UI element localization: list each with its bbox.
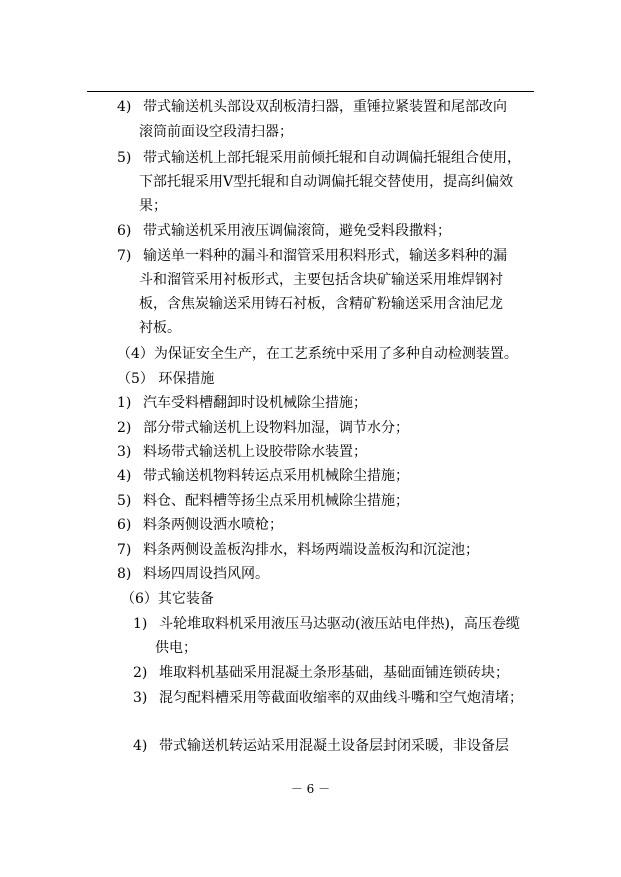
list-item: 2) 堆取料机基础采用混凝土条形基础，基础面铺连锁砖块； — [133, 665, 509, 681]
list-item-continuation: 板，含焦炭输送采用铸石衬板，含精矿粉输送采用含油尼龙 — [139, 296, 503, 312]
list-item: 6) 带式输送机采用液压调偏滚筒，避免受料段撒料； — [117, 223, 451, 239]
list-item-continuation: 下部托辊采用V型托辊和自动调偏托辊交替使用，提高纠偏效 — [139, 174, 514, 190]
list-item: 6) 料条两侧设洒水喷枪； — [117, 517, 283, 533]
list-item: 8) 料场四周设挡风网。 — [117, 566, 269, 582]
list-item: 1) 斗轮堆取料机采用液压马达驱动(液压站电伴热)，高压卷缆 — [133, 616, 520, 632]
list-item-continuation: 衬板。 — [139, 320, 181, 336]
list-item: 4) 带式输送机物料转运点采用机械除尘措施； — [117, 468, 409, 484]
list-item: 1) 汽车受料槽翻卸时设机械除尘措施； — [117, 395, 367, 411]
list-item: 3) 混匀配料槽采用等截面收缩率的双曲线斗嘴和空气炮清堵； — [133, 690, 523, 706]
list-item: 2) 部分带式输送机上设物料加湿，调节水分； — [117, 420, 409, 436]
list-item: 3) 料场带式输送机上设胶带除水装置； — [117, 444, 367, 460]
section-5-heading: （5） 环保措施 — [117, 371, 215, 387]
list-item: 5) 带式输送机上部托辊采用前倾托辊和自动调偏托辊组合使用， — [117, 150, 521, 166]
list-item: 4) 带式输送机头部设双刮板清扫器，重锤拉紧装置和尾部改向 — [117, 99, 507, 115]
list-item-continuation: 果； — [139, 198, 167, 214]
list-item: 7) 料条两侧设盖板沟排水，料场两端设盖板沟和沉淀池； — [117, 542, 479, 558]
page-number: － 6 － — [290, 782, 331, 796]
list-item-continuation: 斗和溜管采用衬板形式，主要包括含块矿输送采用堆焊钢衬 — [139, 272, 503, 288]
list-item: 7) 输送单一料种的漏斗和溜管采用积料形式，输送多料种的漏 — [117, 248, 507, 264]
list-item: 4) 带式输送机转运站采用混凝土设备层封闭采暖，非设备层 — [133, 738, 509, 754]
list-item: 5) 料仓、配料槽等扬尘点采用机械除尘措施； — [117, 493, 409, 509]
section-4-paragraph: （4）为保证安全生产，在工艺系统中采用了多种自动检测装置。 — [117, 346, 518, 362]
list-item-continuation: 滚筒前面设空段清扫器； — [139, 124, 293, 140]
list-item-continuation: 供电； — [155, 640, 197, 656]
section-6-heading: （6）其它装备 — [121, 591, 214, 607]
header-rule — [87, 91, 534, 92]
